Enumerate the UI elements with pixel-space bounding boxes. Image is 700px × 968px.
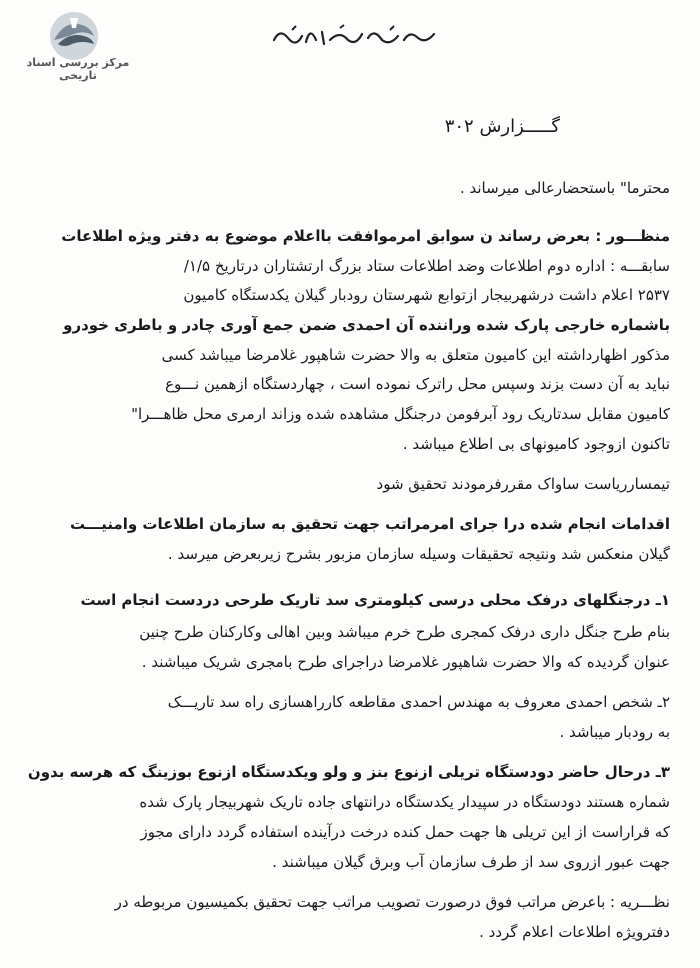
body-line: ۳ـ درحال حاضر دودستگاه تریلی ازنوع بنز و ولو ویکدستگاه ازنوع بوزینگ که هرسه بدون: [27, 763, 670, 781]
handwritten-header-scribble: [270, 22, 440, 50]
body-line: عنوان گردیده که والا حضرت شاهپور غلامرضا دراجرای طرح بامجری شریک میباشند .: [141, 653, 670, 671]
body-line: نظـــریه : باعرض مراتب فوق درصورت تصویب مراتب جهت تحقیق بکمیسیون مربوطه در: [114, 893, 670, 911]
body-line: کامیون مقابل سدتاریک رود آبرفومن درجنگل مشاهده شده وزاند ارمری محل ظاهـــرا": [131, 405, 670, 423]
body-line: ۱ـ درجنگلهای درفک محلی درسی کیلومتری سد تاریک طرحی دردست انجام است: [80, 591, 670, 609]
body-line: که قراراست از این تریلی ها جهت حمل کنده درخت درآینده استفاده گردد دارای مجوز: [140, 823, 670, 841]
body-line: مذکور اظهارداشته این کامیون متعلق به والا حضرت شاهپور غلامرضا میباشد کسی: [161, 346, 670, 364]
report-title: گـــــزارش ۳۰۲: [444, 116, 560, 137]
body-line: بنام طرح جنگل داری درفک کمجری طرح خرم میباشد وبین اهالی وکارکنان طرح چنین: [139, 623, 670, 641]
body-line: تاکنون ازوجود کامیونهای بی اطلاع میباشد .: [402, 435, 670, 453]
body-line: سابقـــه : اداره دوم اطلاعات وضد اطلاعات ستاد بزرگ ارتشتاران درتاریخ ۱/۵/: [183, 257, 670, 275]
logo-caption: مرکز بررسی اسناد تاریخی: [26, 56, 130, 82]
body-line: گیلان منعکس شد ونتیجه تحقیقات وسیله سازمان مزبور بشرح زیربعرض میرسد .: [167, 545, 670, 563]
body-line: ۲۵۳۷ اعلام داشت درشهربیجار ازتوابع شهرستان رودبار گیلان یکدستگاه کامیون: [183, 286, 670, 304]
archive-logo-icon: [44, 10, 104, 62]
body-line: محترما" باستحضارعالی میرساند .: [459, 179, 670, 197]
body-line: باشماره خارجی پارک شده وراننده آن احمدی ضمن جمع آوری چادر و باطری خودرو: [63, 316, 670, 334]
body-line: منظـــور : بعرض رساند ن سوابق امرموافقت بااعلام موضوع به دفتر ویژه اطلاعات: [61, 227, 670, 245]
body-line: اقدامات انجام شده درا جرای امرمراتب جهت تحقیق به سازمان اطلاعات وامنیـــت: [69, 515, 670, 533]
body-line: ۲ـ شخص احمدی معروف به مهندس احمدی مقاطعه کارراهسازی راه سد تاریـــک: [167, 693, 670, 711]
body-line: به رودبار میباشد .: [559, 723, 670, 741]
body-line: جهت عبور ازروی سد از طرف سازمان آب وبرق گیلان میباشند .: [272, 853, 670, 871]
body-line: دفترویژه اطلاعات اعلام گردد .: [479, 923, 670, 941]
body-line: شماره هستند دودستگاه در سپیدار یکدستگاه درانتهای جاده تاریک شهربیجار پارک شده: [139, 793, 670, 811]
body-line: تیمسارریاست ساواک مقررفرمودند تحقیق شود: [376, 475, 670, 493]
body-line: نباید به آن دست بزند وسپس محل راترک نموده است ، چهاردستگاه ازهمین نـــوع: [165, 375, 670, 393]
